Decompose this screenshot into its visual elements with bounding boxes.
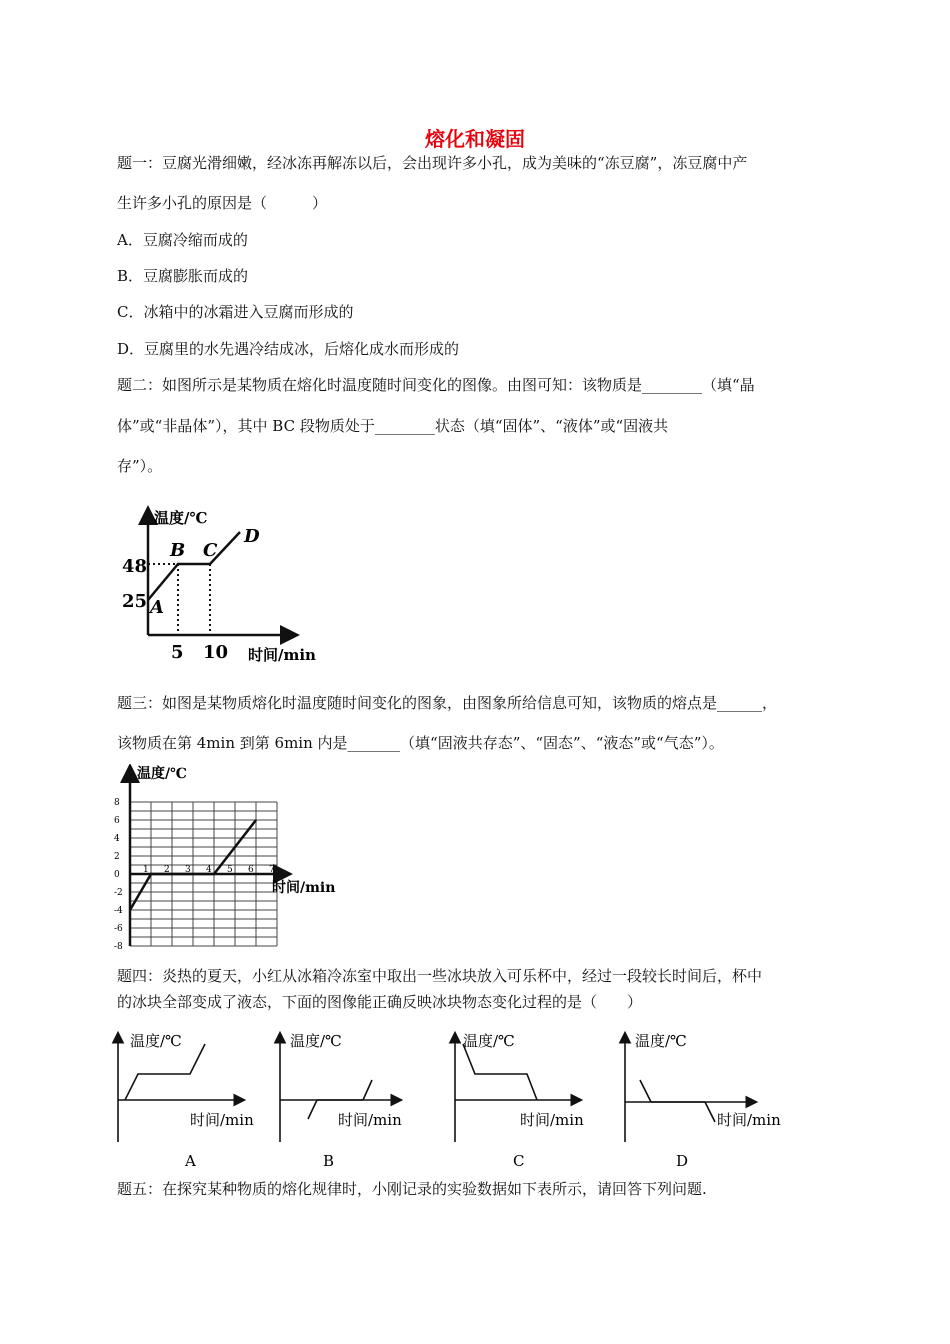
q4-b-curve-up xyxy=(363,1080,372,1100)
q4-b-letter: B xyxy=(323,1152,335,1170)
q4-graph-d[interactable] xyxy=(625,1032,781,1170)
q4-d-curve-down2 xyxy=(705,1102,715,1122)
q3-y-tick: 8 xyxy=(114,798,120,808)
q4-d-curve-down xyxy=(640,1080,651,1102)
q3-stem-line2: 该物质在第 4min 到第 6min 内是_______（填“固液共存态”、“固态”、“液态”或“气态”）。 xyxy=(117,734,724,752)
q2-point-d: D xyxy=(244,526,260,547)
q2-x-tick-5: 5 xyxy=(171,642,184,663)
q1-stem-line2: 生许多小孔的原因是（ ） xyxy=(117,194,328,212)
q2-curve xyxy=(148,532,240,600)
q3-y-tick: 0 xyxy=(114,870,120,880)
q2-stem-line2: 体”或“非晶体”），其中 BC 段物质处于________状态（填“固体”、“液体”或“固液共 xyxy=(117,417,669,435)
q4-stem-line2: 的冰块全部变成了液态，下面的图像能正确反映冰块物态变化过程的是（ ） xyxy=(117,993,643,1011)
q2-x-axis-label: 时间/min xyxy=(248,646,316,664)
q1-stem-line1: 题一：豆腐光滑细嫩，经冰冻再解冻以后，会出现许多小孔，成为美味的“冻豆腐”，冻豆腐中产 xyxy=(117,154,748,172)
q3-y-tick: -4 xyxy=(114,906,123,916)
q2-stem-line3: 存”）。 xyxy=(117,457,163,475)
q3-y-tick: -8 xyxy=(114,942,123,952)
q4-a-letter: A xyxy=(185,1152,196,1170)
q4-stem-line1: 题四：炎热的夏天，小红从冰箱冷冻室中取出一些冰块放入可乐杯中，经过一段较长时间后，杯中 xyxy=(117,967,763,985)
q1-option-b: B．豆腐膨胀而成的 xyxy=(117,267,249,285)
q3-y-tick: 6 xyxy=(114,816,120,826)
q2-y-tick-25: 25 xyxy=(122,591,148,612)
q4-a-curve xyxy=(125,1044,205,1100)
q3-y-tick: -6 xyxy=(114,924,123,934)
q4-c-curve xyxy=(463,1044,537,1100)
q3-y-tick: 4 xyxy=(114,834,120,844)
q1-option-d: D．豆腐里的水先遇冷结成冰，后熔化成水而形成的 xyxy=(117,340,460,358)
q2-y-axis-label: 温度/℃ xyxy=(154,509,208,527)
q4-graph-c[interactable] xyxy=(455,1032,584,1170)
q4-c-y-label: 温度/℃ xyxy=(463,1032,515,1050)
q3-x-tick: 3 xyxy=(185,865,191,875)
q4-graph-b[interactable] xyxy=(280,1032,402,1170)
q3-x-tick: 4 xyxy=(206,865,212,875)
q2-point-a: A xyxy=(150,597,164,618)
q2-melting-graph xyxy=(110,500,320,670)
q4-b-x-label: 时间/min xyxy=(338,1111,402,1129)
q3-grid-graph xyxy=(110,764,360,954)
q3-stem-line1: 题三：如图是某物质熔化时温度随时间变化的图象，由图象所给信息可知，该物质的熔点是______， xyxy=(117,694,778,712)
q3-x-tick: 2 xyxy=(164,865,170,875)
q4-d-y-label: 温度/℃ xyxy=(635,1032,687,1050)
q2-point-c: C xyxy=(203,540,218,561)
q3-x-axis-label: 时间/min xyxy=(272,880,336,896)
q3-x-tick: 6 xyxy=(248,865,254,875)
q4-b-y-label: 温度/℃ xyxy=(290,1032,342,1050)
q3-x-tick: 1 xyxy=(143,865,149,875)
q4-b-curve-down xyxy=(308,1100,317,1119)
q4-c-x-label: 时间/min xyxy=(520,1111,584,1129)
q3-y-tick: 2 xyxy=(114,852,120,862)
q3-y-tick: -2 xyxy=(114,888,123,898)
q2-x-tick-10: 10 xyxy=(203,642,229,663)
q1-option-c: C．冰箱中的冰霜进入豆腐而形成的 xyxy=(117,303,354,321)
q4-c-letter: C xyxy=(513,1152,525,1170)
q4-d-x-label: 时间/min xyxy=(717,1111,781,1129)
page-title: 熔化和凝固 xyxy=(425,127,525,151)
q3-x-tick: 7 xyxy=(269,865,275,875)
q2-point-b: B xyxy=(170,540,186,561)
q3-y-axis-label: 温度/℃ xyxy=(137,766,187,782)
q4-choice-graphs xyxy=(95,1022,815,1174)
q4-d-letter: D xyxy=(676,1152,689,1170)
q2-y-tick-48: 48 xyxy=(122,556,148,577)
q5-stem-line1: 题五：在探究某种物质的熔化规律时，小刚记录的实验数据如下表所示，请回答下列问题. xyxy=(117,1180,707,1198)
q4-graph-a[interactable] xyxy=(118,1032,254,1170)
q2-stem-line1: 题二：如图所示是某物质在熔化时温度随时间变化的图像。由图可知：该物质是________（填“晶 xyxy=(117,376,755,394)
q3-x-tick: 5 xyxy=(227,865,233,875)
q4-a-x-label: 时间/min xyxy=(190,1111,254,1129)
q4-a-y-label: 温度/℃ xyxy=(130,1032,182,1050)
q1-option-a: A．豆腐冷缩而成的 xyxy=(117,231,248,249)
